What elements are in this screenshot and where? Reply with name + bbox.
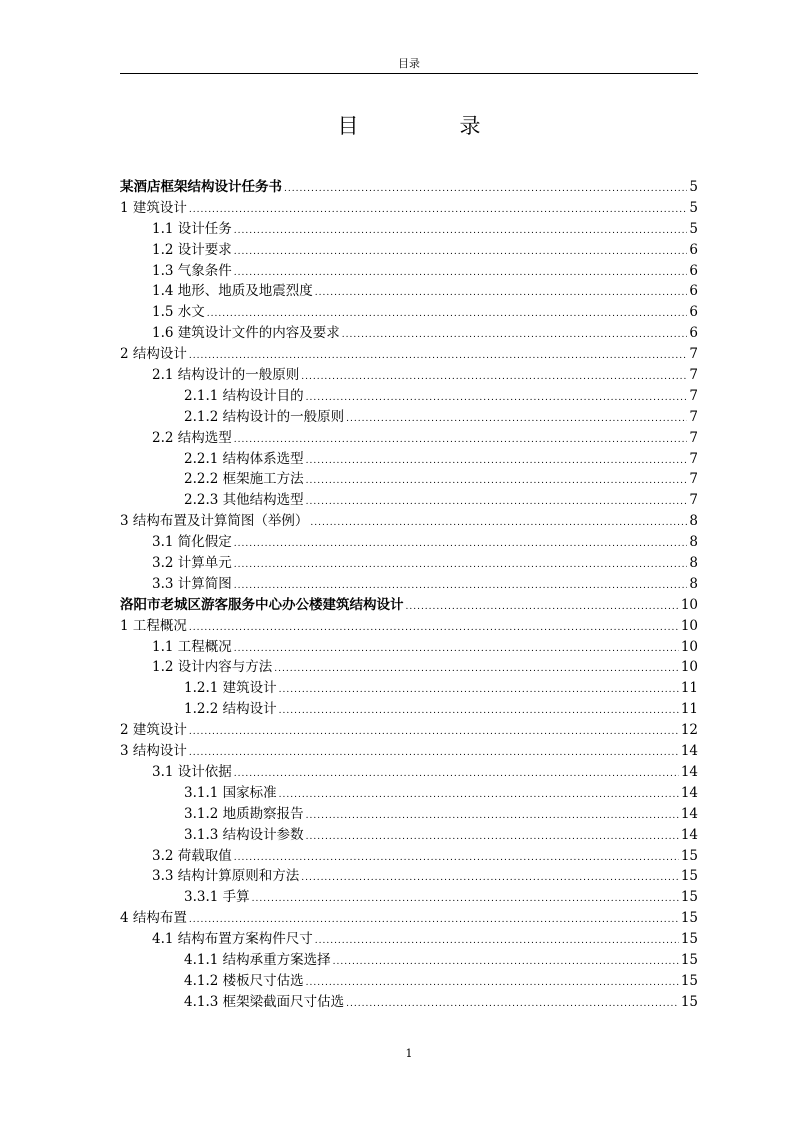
toc-entry-title: 3.1 简化假定	[152, 534, 232, 551]
toc-dot-leader	[301, 367, 687, 386]
toc-entry[interactable]	[120, 323, 698, 344]
toc-entry[interactable]	[120, 198, 698, 219]
toc-entry-page: 15	[680, 910, 698, 927]
toc-entry[interactable]	[120, 344, 698, 365]
toc-dot-leader	[189, 722, 679, 741]
toc-entry-title: 2.2.2 框架施工方法	[184, 471, 304, 488]
toc-dot-leader	[279, 785, 679, 804]
toc-entry-page: 5	[689, 220, 698, 237]
toc-entry-title: 3.1 设计依据	[152, 763, 232, 780]
toc-entry-page: 7	[689, 408, 698, 425]
toc-entry-page: 15	[680, 993, 698, 1010]
toc-entry[interactable]	[120, 616, 698, 637]
toc-entry[interactable]	[120, 637, 698, 658]
toc-entry-title: 1.2 设计内容与方法	[152, 659, 273, 676]
toc-entry-title: 4.1.2 楼板尺寸估选	[184, 972, 304, 989]
toc-dot-leader	[306, 973, 679, 992]
toc-entry[interactable]	[120, 720, 698, 741]
toc-entry[interactable]	[120, 490, 698, 511]
toc-entry-page: 10	[680, 596, 698, 613]
toc-entry-title: 某酒店框架结构设计任务书	[120, 179, 282, 195]
toc-entry-page: 6	[689, 262, 698, 279]
toc-entry-page: 11	[680, 680, 698, 697]
toc-dot-leader	[310, 513, 687, 532]
toc-entry[interactable]	[120, 365, 698, 386]
toc-entry-title: 3.3 计算简图	[152, 575, 232, 592]
toc-entry-page: 7	[689, 346, 698, 363]
toc-entry-title: 2.2.3 其他结构选型	[184, 492, 304, 509]
toc-entry-page: 10	[680, 638, 698, 655]
toc-entry[interactable]	[120, 657, 698, 678]
toc-dot-leader	[306, 451, 688, 470]
toc-entry[interactable]	[120, 866, 698, 887]
toc-dot-leader	[234, 430, 688, 449]
toc-entry-title: 4.1.3 框架梁截面尺寸估选	[184, 993, 345, 1010]
toc-entry[interactable]	[120, 992, 698, 1013]
toc-entry-title: 1.2.2 结构设计	[184, 701, 277, 718]
toc-dot-leader	[306, 827, 679, 846]
toc-entry[interactable]	[120, 240, 698, 261]
toc-entry-page: 10	[680, 617, 698, 634]
toc-entry-title: 3 结构设计	[120, 743, 187, 760]
toc-dot-leader	[274, 659, 679, 678]
toc-dot-leader	[333, 952, 679, 971]
toc-dot-leader	[306, 388, 688, 407]
toc-entry-title: 4.1.1 结构承重方案选择	[184, 951, 331, 968]
toc-entry[interactable]	[120, 469, 698, 490]
toc-entry[interactable]	[120, 177, 698, 198]
table-of-contents	[120, 177, 698, 1013]
toc-dot-leader	[279, 701, 679, 720]
page-title: 目 录	[337, 114, 521, 138]
toc-entry-page: 14	[680, 805, 698, 822]
toc-entry[interactable]	[120, 783, 698, 804]
toc-entry-title: 2 建筑设计	[120, 722, 187, 739]
toc-entry-page: 5	[689, 179, 698, 195]
toc-entry-title: 4.1 结构布置方案构件尺寸	[152, 931, 313, 948]
toc-entry[interactable]	[120, 511, 698, 532]
toc-dot-leader	[189, 200, 688, 219]
toc-dot-leader	[234, 848, 679, 867]
toc-entry-title: 3.2 计算单元	[152, 555, 232, 572]
toc-entry[interactable]	[120, 428, 698, 449]
toc-dot-leader	[342, 325, 688, 344]
header-rule	[120, 73, 698, 74]
toc-entry-page: 6	[689, 304, 698, 321]
toc-entry[interactable]	[120, 699, 698, 720]
toc-entry-title: 1.5 水文	[152, 304, 205, 321]
toc-entry-page: 12	[680, 722, 698, 739]
toc-entry-title: 2.2 结构选型	[152, 429, 232, 446]
toc-dot-leader	[252, 889, 679, 908]
toc-entry-title: 3.3.1 手算	[184, 889, 250, 906]
toc-entry[interactable]	[120, 825, 698, 846]
toc-entry-page: 15	[680, 847, 698, 864]
toc-entry[interactable]	[120, 407, 698, 428]
toc-dot-leader	[301, 868, 679, 887]
toc-entry-page: 8	[689, 555, 698, 572]
toc-entry-page: 8	[689, 534, 698, 551]
toc-entry-title: 3.2 荷载取值	[152, 847, 232, 864]
toc-entry[interactable]	[120, 804, 698, 825]
toc-entry[interactable]	[120, 449, 698, 470]
toc-entry-page: 15	[680, 931, 698, 948]
toc-entry-page: 10	[680, 659, 698, 676]
toc-entry[interactable]	[120, 386, 698, 407]
toc-entry[interactable]	[120, 219, 698, 240]
toc-entry-title: 1.3 气象条件	[152, 262, 232, 279]
toc-entry-page: 15	[680, 972, 698, 989]
toc-entry[interactable]	[120, 908, 698, 929]
toc-entry-page: 8	[689, 575, 698, 592]
toc-entry-page: 6	[689, 325, 698, 342]
toc-dot-leader	[189, 743, 679, 762]
toc-entry[interactable]	[120, 846, 698, 867]
toc-dot-leader	[234, 534, 688, 553]
toc-entry-title: 1.4 地形、地质及地震烈度	[152, 283, 313, 300]
toc-entry[interactable]	[120, 950, 698, 971]
toc-dot-leader	[315, 283, 688, 302]
toc-entry-page: 8	[689, 513, 698, 530]
toc-dot-leader	[306, 806, 679, 825]
toc-entry-page: 11	[680, 701, 698, 718]
toc-entry[interactable]	[120, 887, 698, 908]
toc-entry-page: 7	[689, 450, 698, 467]
toc-entry[interactable]	[120, 595, 698, 616]
toc-entry[interactable]	[120, 553, 698, 574]
toc-dot-leader	[306, 471, 688, 490]
toc-entry-page: 7	[689, 367, 698, 384]
toc-entry-title: 2 结构设计	[120, 346, 187, 363]
toc-entry-page: 6	[689, 283, 698, 300]
toc-entry-title: 2.1.1 结构设计目的	[184, 387, 304, 404]
toc-entry-title: 1.2.1 建筑设计	[184, 680, 277, 697]
toc-dot-leader	[189, 618, 679, 637]
toc-dot-leader	[306, 492, 688, 511]
toc-entry-title: 1.1 设计任务	[152, 220, 232, 237]
toc-entry-page: 15	[680, 889, 698, 906]
toc-entry-title: 1.1 工程概况	[152, 638, 232, 655]
toc-entry[interactable]	[120, 574, 698, 595]
toc-entry[interactable]	[120, 762, 698, 783]
toc-entry-title: 1 建筑设计	[120, 199, 187, 216]
toc-dot-leader	[234, 639, 679, 658]
toc-entry-page: 7	[689, 471, 698, 488]
toc-entry-page: 7	[689, 429, 698, 446]
toc-dot-leader	[315, 931, 679, 950]
toc-entry[interactable]	[120, 741, 698, 762]
toc-dot-leader	[284, 179, 687, 198]
toc-entry-title: 1 工程概况	[120, 617, 187, 634]
page-number: 1	[405, 1047, 413, 1060]
toc-entry-title: 3.1.1 国家标准	[184, 784, 277, 801]
toc-entry-title: 洛阳市老城区游客服务中心办公楼建筑结构设计	[120, 596, 404, 613]
toc-dot-leader	[406, 597, 679, 616]
toc-dot-leader	[234, 555, 688, 574]
toc-dot-leader	[346, 409, 687, 428]
toc-entry-page: 15	[680, 951, 698, 968]
toc-entry-page: 15	[680, 868, 698, 885]
toc-entry-title: 3.1.3 结构设计参数	[184, 826, 304, 843]
toc-dot-leader	[207, 304, 688, 323]
toc-entry-title: 4 结构布置	[120, 910, 187, 927]
toc-entry[interactable]	[120, 678, 698, 699]
toc-entry-page: 14	[680, 763, 698, 780]
toc-entry-title: 3 结构布置及计算简图（举例）	[120, 513, 309, 530]
toc-dot-leader	[234, 764, 679, 783]
toc-entry-page: 7	[689, 387, 698, 404]
toc-entry-title: 3.1.2 地质勘察报告	[184, 805, 304, 822]
toc-entry-title: 2.1.2 结构设计的一般原则	[184, 408, 345, 425]
toc-entry-page: 14	[680, 826, 698, 843]
toc-dot-leader	[189, 346, 688, 365]
toc-entry-title: 2.1 结构设计的一般原则	[152, 367, 300, 384]
toc-dot-leader	[189, 910, 679, 929]
toc-dot-leader	[234, 221, 688, 240]
toc-entry-page: 7	[689, 492, 698, 509]
toc-entry[interactable]	[120, 971, 698, 992]
toc-dot-leader	[234, 242, 688, 261]
toc-dot-leader	[279, 680, 679, 699]
toc-entry-title: 3.3 结构计算原则和方法	[152, 868, 300, 885]
toc-entry[interactable]	[120, 281, 698, 302]
toc-entry-page: 6	[689, 241, 698, 258]
toc-entry-title: 1.6 建筑设计文件的内容及要求	[152, 325, 340, 342]
toc-entry-page: 14	[680, 784, 698, 801]
toc-dot-leader	[346, 994, 679, 1013]
toc-entry[interactable]	[120, 261, 698, 282]
toc-entry[interactable]	[120, 532, 698, 553]
toc-entry[interactable]	[120, 302, 698, 323]
toc-entry-title: 1.2 设计要求	[152, 241, 232, 258]
toc-entry-title: 2.2.1 结构体系选型	[184, 450, 304, 467]
toc-entry-page: 14	[680, 743, 698, 760]
toc-entry[interactable]	[120, 929, 698, 950]
toc-dot-leader	[234, 263, 688, 282]
toc-dot-leader	[234, 576, 688, 595]
running-header: 目录	[398, 57, 420, 70]
toc-entry-page: 5	[689, 199, 698, 216]
